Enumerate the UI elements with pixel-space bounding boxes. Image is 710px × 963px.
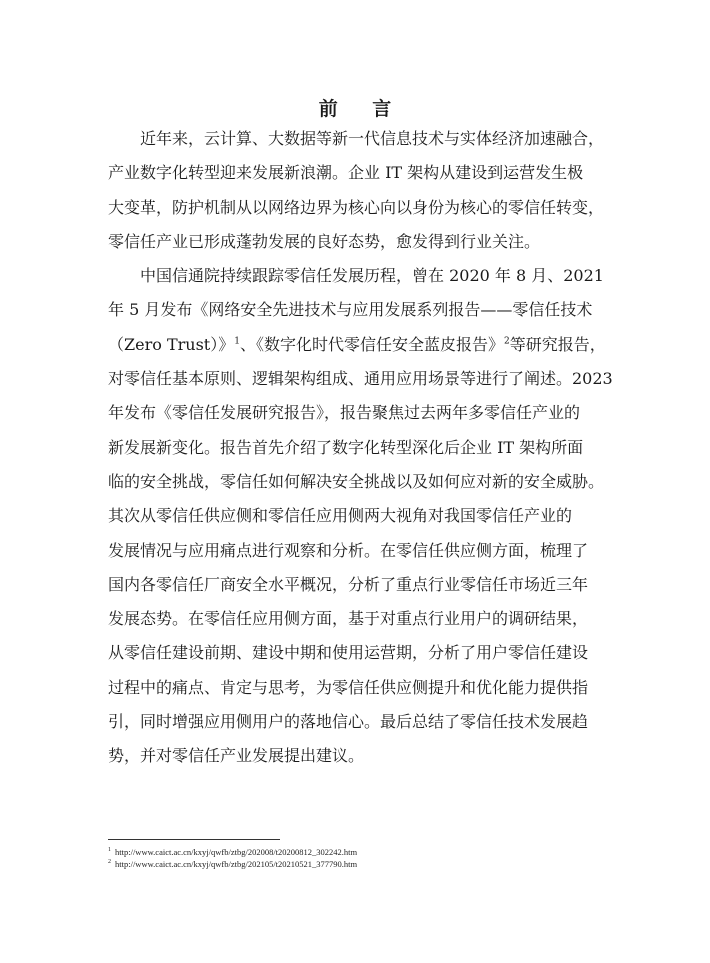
paragraph-1 [108, 122, 608, 259]
report-title-zero-trust: （Zero Trust）》 [108, 334, 235, 354]
text-line: 近年来，云计算、大数据等新一代信息技术与实体经济加速融合， [140, 129, 605, 148]
report-title-blue-book: 、《数字化时代零信任安全蓝皮报告》 [239, 334, 504, 354]
footnote-link[interactable]: http://www.caict.ac.cn/kxyj/qwfb/ztbg/202105/t20210521_377790.htm [115, 859, 358, 869]
footnote-mark: 2 [108, 859, 111, 866]
body-text [108, 122, 613, 774]
footnote-link[interactable]: http://www.caict.ac.cn/kxyj/qwfb/ztbg/202008/t20200812_302242.htm [115, 847, 358, 857]
text-line: 国内各零信任厂商安全水平概况，分析了重点行业零信任市场近三年 [108, 574, 589, 594]
text-line: 其次从零信任供应侧和零信任应用侧两大视角对我国零信任产业的 [108, 506, 573, 526]
text-line: 发展情况与应用痛点进行观察和分析。在零信任供应侧方面，梳理了 [108, 540, 589, 560]
text-line: 中国信通院持续跟踪零信任发展历程，曾在 2020 年 8 月、2021 [140, 266, 604, 286]
text-line: 新发展新变化。报告首先介绍了数字化转型深化后企业 IT 架构所面 [108, 437, 584, 457]
footnote-divider [108, 839, 280, 840]
footnote-ref-1[interactable]: 1 [234, 336, 240, 347]
footnotes [108, 846, 357, 870]
page-title: 前 言 [318, 98, 406, 120]
text-line: 年 5 月发布《网络安全先进技术与应用发展系列报告——零信任技术 [108, 300, 593, 320]
footnote-ref-2[interactable]: 2 [503, 336, 510, 347]
footnote-1 [108, 846, 357, 858]
text-line: 引，同时增强应用侧用户的落地信心。最后总结了零信任技术发展趋 [108, 712, 589, 732]
text-line: 势，并对零信任产业发展提出建议。 [108, 746, 365, 766]
text-line: 临的安全挑战，零信任如何解决安全挑战以及如何应对新的安全威胁。 [108, 471, 605, 491]
text-line: 大变革，防护机制从以网络边界为核心向以身份为核心的零信任转变， [108, 197, 605, 217]
footnote-2 [108, 858, 357, 870]
text-line: 零信任产业已形成蓬勃发展的良好态势，愈发得到行业关注。 [108, 231, 541, 251]
text-line: 发展态势。在零信任应用侧方面，基于对重点行业用户的调研结果， [108, 609, 589, 629]
text-line: 从零信任建设前期、建设中期和使用运营期，分析了用户零信任建设 [108, 643, 589, 663]
text-line: 对零信任基本原则、逻辑架构组成、通用应用场景等进行了阐述。2023 [108, 369, 613, 389]
text-line: 年发布《零信任发展研究报告》，报告聚焦过去两年多零信任产业的 [108, 403, 581, 423]
text-fragment: 等研究报告， [509, 334, 606, 354]
text-line: 产业数字化转型迎来发展新浪潮。企业 IT 架构从建设到运营发生极 [108, 163, 584, 183]
text-line-with-footnotes [108, 328, 608, 362]
footnote-mark: 1 [108, 847, 111, 854]
paragraph-2 [108, 259, 613, 773]
text-line: 过程中的痛点、肯定与思考，为零信任供应侧提升和优化能力提供指 [108, 677, 589, 697]
